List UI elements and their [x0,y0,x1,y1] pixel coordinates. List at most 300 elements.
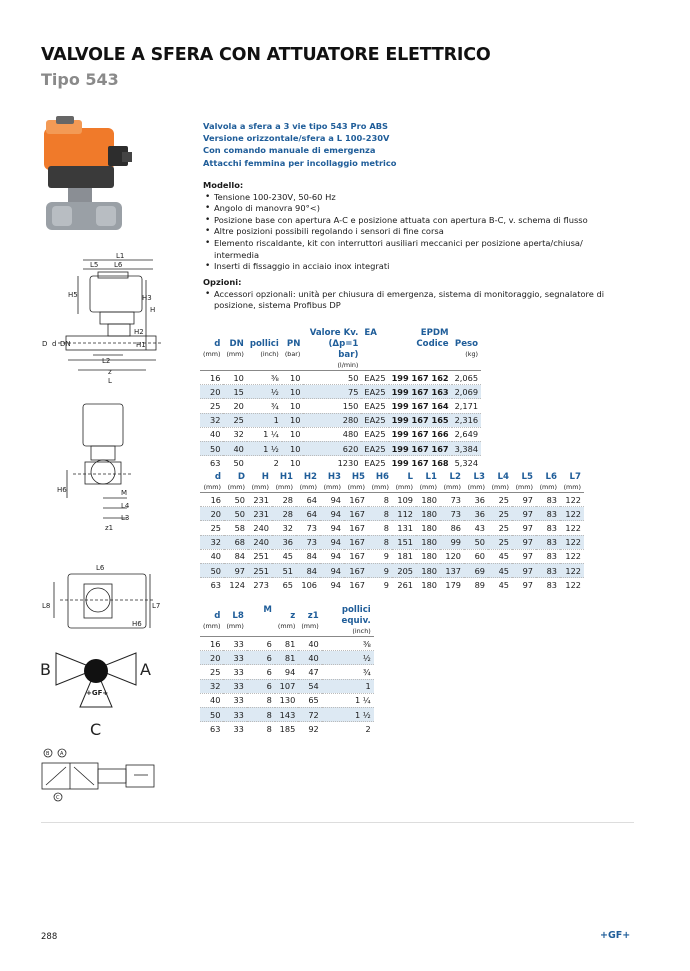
table-cell: 97 [224,563,248,577]
page-subtitle: Tipo 543 [41,70,119,89]
dim-label: H3 [142,294,152,302]
table-cell: 167 [344,507,368,521]
table-cell: 73 [440,493,464,507]
table-dimensions [200,472,584,591]
table-cell: 3,384 [452,441,481,455]
table-cell: ½ [322,651,374,665]
table-row [200,456,481,470]
table-cell: 199 167 164 [389,399,452,413]
table-cell: 240 [248,535,272,549]
table-cell: 199 167 162 [389,371,452,385]
table-cell: 33 [223,651,246,665]
table-cell: 50 [223,456,246,470]
col-header: DN (mm) [223,328,246,371]
table-cell: 65 [298,693,321,707]
table-cell: 5,324 [452,456,481,470]
table-cell: 167 [344,549,368,563]
table-cell: 2,316 [452,413,481,427]
table-cell: ¾ [247,399,282,413]
col-header: L6 (mm) [536,472,560,493]
top-view-drawing [40,560,160,640]
front-view-drawing [38,252,163,387]
table-cell: 94 [320,549,344,563]
table-cell: 20 [200,385,223,399]
footer-divider [41,822,634,823]
table-cell: 45 [488,563,512,577]
table-cell: 8 [368,521,392,535]
table-row [200,563,584,577]
table-cell: 151 [392,535,416,549]
col-header: Peso (kg) [452,328,481,371]
table-cell: 99 [440,535,464,549]
table-row [200,578,584,592]
col-header: L7 (mm) [560,472,584,493]
table-cell: 199 167 165 [389,413,452,427]
table-cell: 15 [223,385,246,399]
table-cell: 50 [224,493,248,507]
table-cell: 36 [464,507,488,521]
col-header: M [247,605,275,637]
table-cell: 32 [223,427,246,441]
table-cell: EA25 [361,413,388,427]
modello-item: • Inserti di fissaggio in acciaio inox integrati [214,261,633,273]
table-row [200,693,374,707]
opzioni-heading: Opzioni: [203,277,242,287]
table-cell: 83 [536,521,560,535]
table-cell: 25 [200,521,224,535]
table-cell: 45 [272,549,296,563]
dim-label: L6 [114,261,123,269]
table-cell: 1 ½ [247,441,282,455]
table-row [200,385,481,399]
table-cell: 69 [464,563,488,577]
flow-diagram [40,645,160,740]
table-cell: 63 [200,722,223,736]
table-cell: 167 [344,563,368,577]
table-cell: EA25 [361,456,388,470]
table-cell: 179 [440,578,464,592]
table-cell: 50 [464,535,488,549]
modello-item: • Posizione base con apertura A-C e posizione attuata con apertura B-C, v. schema di flusso [214,215,633,227]
table-cell: 130 [275,693,298,707]
table-cell: 25 [223,413,246,427]
table-cell: 64 [296,493,320,507]
dim-label: D [42,340,48,348]
table-cell: 107 [275,679,298,693]
table-cell: ⅜ [322,637,374,651]
table-row [200,427,481,441]
table-cell: 122 [560,507,584,521]
table-row [200,441,481,455]
table-cell: 10 [282,385,304,399]
table-cell: 167 [344,521,368,535]
table-cell: 185 [275,722,298,736]
valve-symbol [38,745,158,805]
table-cell: 94 [320,521,344,535]
table-cell: 33 [223,679,246,693]
table-cell: 45 [488,549,512,563]
table-cell: EA25 [361,399,388,413]
table-cell: ¾ [322,665,374,679]
col-header: L5 (mm) [512,472,536,493]
table-cell: 83 [536,493,560,507]
col-header: EA [361,328,388,371]
table-cell: 94 [320,535,344,549]
table-row [200,549,584,563]
col-header: H1 (mm) [272,472,296,493]
table-cell: 28 [272,493,296,507]
table-cell: 199 167 166 [389,427,452,441]
table-cell: 6 [247,651,275,665]
col-header: L2 (mm) [440,472,464,493]
table-cell: 97 [512,507,536,521]
table-cell: 180 [416,578,440,592]
table-cell: 112 [392,507,416,521]
table-cell: 10 [282,441,304,455]
table-cell: 64 [296,507,320,521]
table-cell: 32 [200,413,223,427]
page-title: VALVOLE A SFERA CON ATTUATORE ELETTRICO [41,45,491,65]
table-cell: 16 [200,637,223,651]
intro-line: Attacchi femmina per incollaggio metrico [203,157,397,168]
table-cell: 199 167 163 [389,385,452,399]
table-cell: 86 [440,521,464,535]
col-header: D (mm) [224,472,248,493]
table-cell: 122 [560,493,584,507]
table-row [200,371,481,385]
table-cell: 180 [416,521,440,535]
product-photo [40,112,145,242]
col-header: pollici (inch) [247,328,282,371]
table-cell: 6 [247,637,275,651]
table-cell: 40 [200,427,223,441]
table-cell: 43 [464,521,488,535]
table-cell: 72 [298,707,321,721]
table-row [200,707,374,721]
table-row [200,507,584,521]
symbol-label-c: C [56,795,60,801]
gf-logo: +GF+ [86,689,109,697]
table-cell: 94 [320,578,344,592]
table-cell: 63 [200,456,223,470]
dim-label: L5 [90,261,99,269]
table-cell: 109 [392,493,416,507]
modello-item: • Altre posizioni possibili regolando i sensori di fine corsa [214,226,633,238]
table-cell: 33 [223,707,246,721]
table-cell: 1 ¼ [322,693,374,707]
table-cell: 94 [320,563,344,577]
table-cell: 180 [416,535,440,549]
table-cell: 10 [282,399,304,413]
table-cell: 8 [247,722,275,736]
table-cell: 60 [464,549,488,563]
table-cell: 50 [224,507,248,521]
modello-item: • Elemento riscaldante, kit con interruttori ausiliari meccanici per posizione aperta/chiusa/ intermedia [214,238,624,261]
table-cell: 20 [223,399,246,413]
col-header: PN (bar) [282,328,304,371]
flow-label-c: C [90,720,102,739]
table-cell: 16 [200,371,223,385]
dim-label: H6 [57,486,67,494]
table-cell: 261 [392,578,416,592]
col-header: Valore Kv. (Δp=1 bar) (l/min) [303,328,361,371]
table-cell: 33 [223,722,246,736]
table-row [200,637,374,651]
table-cell: 167 [344,578,368,592]
table-row [200,493,584,507]
table-cell: 137 [440,563,464,577]
table-cell: 1 [322,679,374,693]
table-cell: 122 [560,563,584,577]
symbol-label-a: A [60,751,64,757]
table-cell: 81 [275,637,298,651]
table-cell: 231 [248,507,272,521]
table-cell: 83 [536,535,560,549]
table-cell: EA25 [361,385,388,399]
table-cell: 33 [223,693,246,707]
table-cell: 199 167 167 [389,441,452,455]
table-cell: 50 [200,563,224,577]
modello-item: • Angolo di manovra 90°<) [214,203,633,215]
dim-label: z [108,368,112,376]
table-cell: 36 [272,535,296,549]
table-cell: 9 [368,549,392,563]
table-cell: 73 [440,507,464,521]
table-cell: 25 [488,507,512,521]
table-cell: 10 [282,427,304,441]
dim-label: H [150,306,156,314]
table-cell: 167 [344,535,368,549]
table-cell: 94 [275,665,298,679]
table-cell: ½ [247,385,282,399]
intro-block [203,120,623,169]
table-row [200,535,584,549]
table-cell: 25 [488,521,512,535]
table-cell: 122 [560,535,584,549]
dim-label: L6 [96,564,105,572]
col-header: z1 (mm) [298,605,321,637]
table-cell: 8 [247,693,275,707]
table-row [200,413,481,427]
table-cell: 180 [416,549,440,563]
table-row [200,722,374,736]
table-row [200,521,584,535]
table-cell: 83 [536,507,560,521]
table-cell: 131 [392,521,416,535]
table-cell: 97 [512,493,536,507]
table-cell: 150 [303,399,361,413]
table-cell: 97 [512,563,536,577]
table-cell: 10 [282,371,304,385]
table-cell: 180 [416,507,440,521]
dim-label: H1 [136,341,146,349]
table-cell: 1 [247,413,282,427]
opzioni-block [203,277,633,312]
dim-label: H2 [134,328,144,336]
side-view-drawing [55,400,145,535]
table-cell: 231 [248,493,272,507]
col-header: L1 (mm) [416,472,440,493]
dim-label: L4 [121,502,130,510]
dim-label: H6 [132,620,142,628]
table-cell: 2,171 [452,399,481,413]
table-cell: 50 [200,441,223,455]
table-cell: 199 167 168 [389,456,452,470]
table-cell: 273 [248,578,272,592]
table-cell: 25 [200,399,223,413]
table-cell: EA25 [361,441,388,455]
dim-label: H5 [68,291,78,299]
modello-heading: Modello: [203,180,244,190]
table-cell: 92 [298,722,321,736]
modello-item: • Tensione 100-230V, 50-60 Hz [214,192,633,204]
col-header: L4 (mm) [488,472,512,493]
table-cell: 106 [296,578,320,592]
table-cell: 97 [512,578,536,592]
table-cell: 2,069 [452,385,481,399]
flow-label-b: B [40,660,51,679]
table-cell: 28 [272,507,296,521]
col-header: d (mm) [200,605,223,637]
table-cell: 83 [536,578,560,592]
table-cell: 40 [200,549,224,563]
dim-label: L3 [121,514,130,522]
table-row [200,679,374,693]
table-cell: 122 [560,578,584,592]
table-cell: 620 [303,441,361,455]
col-header: EPDM Codice [389,328,452,371]
table-cell: 25 [200,665,223,679]
table-cell: 8 [368,507,392,521]
table-cell: 73 [296,535,320,549]
dim-label: L2 [102,357,111,365]
table-main-codes [200,328,481,469]
table-cell: 205 [392,563,416,577]
table-cell: 36 [464,493,488,507]
col-header: H3 (mm) [320,472,344,493]
dim-label: L [108,377,112,385]
table-cell: 120 [440,549,464,563]
table-cell: 1230 [303,456,361,470]
table-dimensions-2 [200,605,374,735]
table-cell: 280 [303,413,361,427]
table-cell: 40 [200,693,223,707]
table-cell: 63 [200,578,224,592]
table-cell: 180 [416,493,440,507]
table-cell: 32 [200,535,224,549]
table-cell: 1 ¼ [247,427,282,441]
table-cell: 75 [303,385,361,399]
table-cell: 10 [282,413,304,427]
table-cell: 47 [298,665,321,679]
col-header: d (mm) [200,472,224,493]
table-cell: EA25 [361,371,388,385]
table-cell: 45 [488,578,512,592]
table-cell: 122 [560,521,584,535]
col-header: L3 (mm) [464,472,488,493]
table-row [200,651,374,665]
table-cell: 89 [464,578,488,592]
col-header: H5 (mm) [344,472,368,493]
table-cell: 8 [368,535,392,549]
col-header: pollici equiv. (inch) [322,605,374,637]
table-cell: 251 [248,563,272,577]
table-cell: 32 [200,679,223,693]
table-cell: 167 [344,493,368,507]
table-cell: 68 [224,535,248,549]
dim-label: DN [60,340,71,348]
dim-label: L7 [152,602,160,610]
col-header: L (mm) [392,472,416,493]
table-cell: 94 [320,507,344,521]
table-cell: 84 [296,563,320,577]
table-cell: 83 [536,549,560,563]
table-cell: 33 [223,665,246,679]
table-cell: 33 [223,637,246,651]
col-header: H2 (mm) [296,472,320,493]
table-cell: 2,065 [452,371,481,385]
table-cell: 40 [298,651,321,665]
table-cell: 10 [223,371,246,385]
table-cell: 50 [200,707,223,721]
dim-label: d [52,340,57,348]
table-cell: 51 [272,563,296,577]
table-row [200,399,481,413]
table-row [200,665,374,679]
dim-label: L1 [116,252,125,260]
table-cell: 6 [247,665,275,679]
table-cell: ⅜ [247,371,282,385]
col-header: L8 (mm) [223,605,246,637]
table-cell: 124 [224,578,248,592]
table-cell: 8 [247,707,275,721]
table-cell: 84 [224,549,248,563]
intro-line: Valvola a sfera a 3 vie tipo 543 Pro ABS [203,121,389,131]
table-cell: 58 [224,521,248,535]
table-cell: 2 [247,456,282,470]
table-cell: 1 ½ [322,707,374,721]
table-cell: 16 [200,493,224,507]
table-cell: 480 [303,427,361,441]
table-cell: 9 [368,578,392,592]
table-cell: 40 [298,637,321,651]
col-header: d (mm) [200,328,223,371]
intro-line: Versione orizzontale/sfera a L 100-230V [203,133,390,144]
table-cell: 83 [536,563,560,577]
table-cell: EA25 [361,427,388,441]
col-header: H6 (mm) [368,472,392,493]
table-cell: 25 [488,535,512,549]
intro-line: Con comando manuale di emergenza [203,145,376,156]
table-cell: 54 [298,679,321,693]
table-cell: 180 [416,563,440,577]
flow-label-a: A [140,660,151,679]
table-cell: 9 [368,563,392,577]
table-cell: 2,649 [452,427,481,441]
symbol-label-b: B [46,751,50,757]
table-cell: 25 [488,493,512,507]
table-cell: 94 [320,493,344,507]
col-header: z (mm) [275,605,298,637]
table-cell: 81 [275,651,298,665]
table-cell: 97 [512,549,536,563]
dim-label: z1 [105,524,114,532]
table-cell: 181 [392,549,416,563]
table-cell: 50 [303,371,361,385]
col-header: H (mm) [248,472,272,493]
table-cell: 97 [512,535,536,549]
modello-block [203,180,633,273]
